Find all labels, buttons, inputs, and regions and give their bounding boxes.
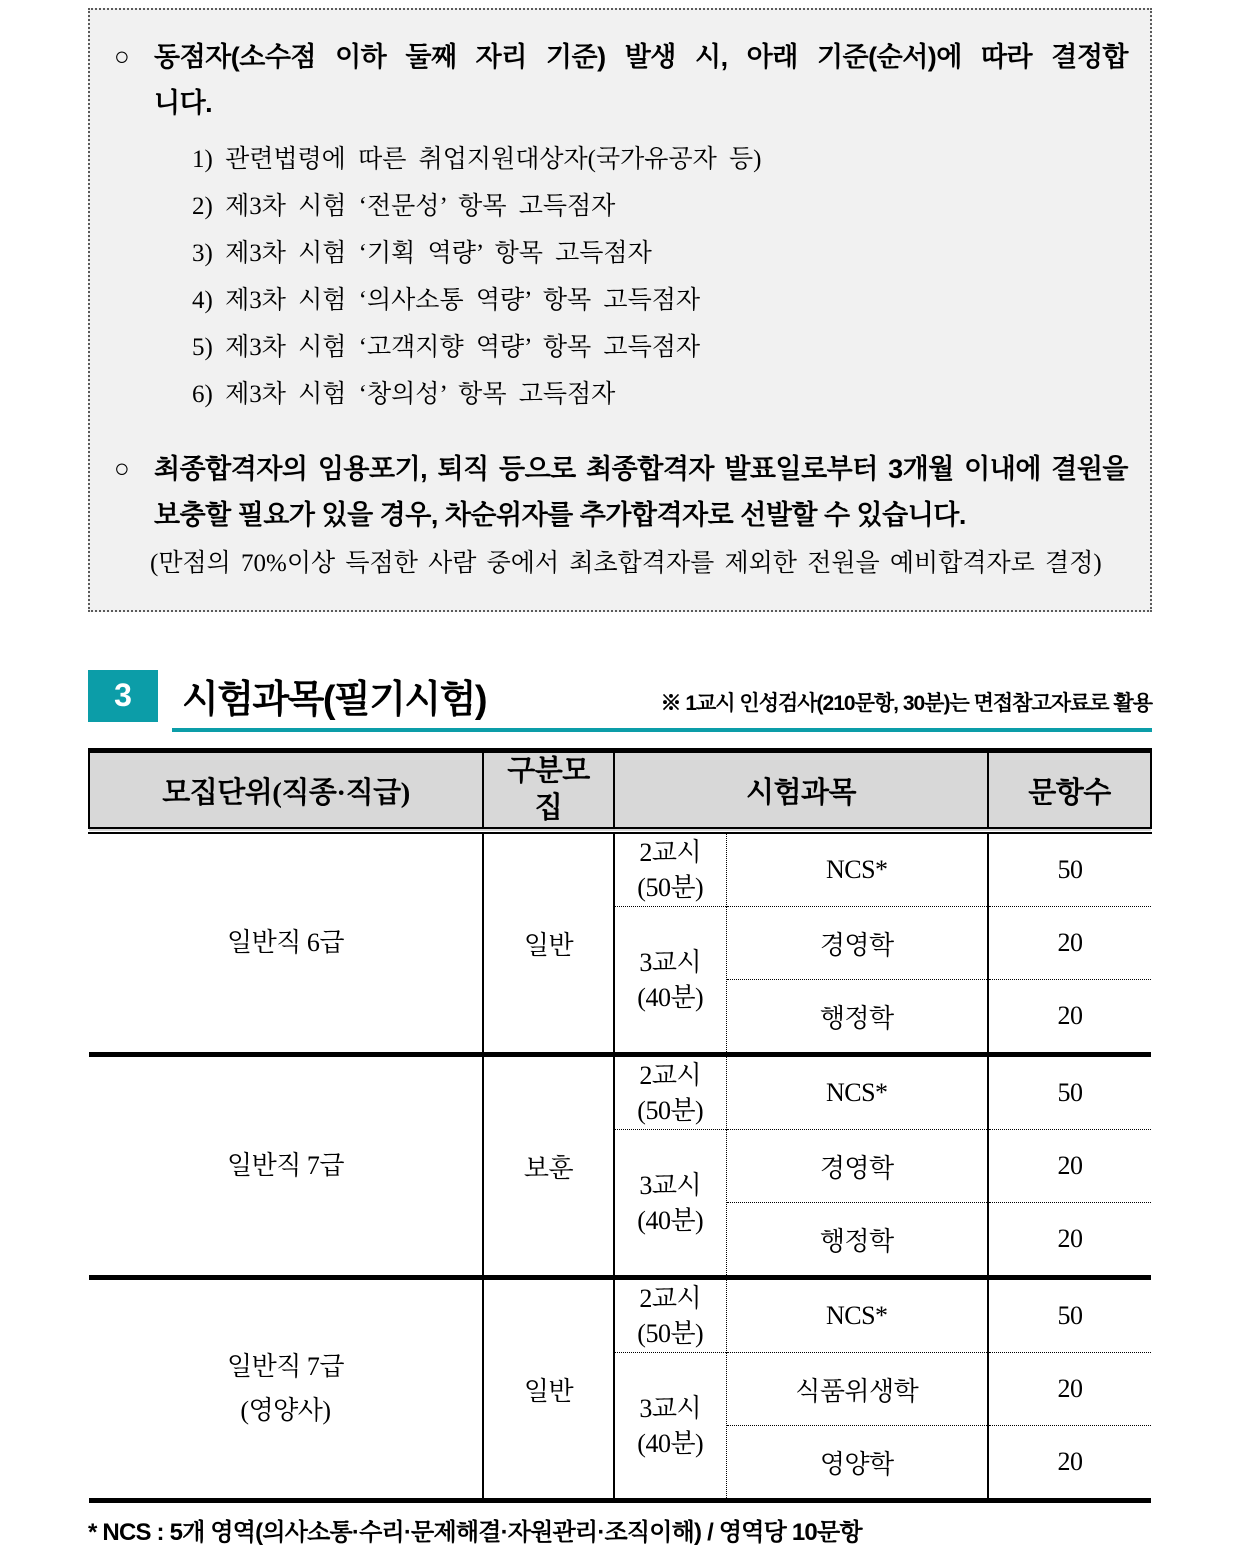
tiebreaker-bullet: [114, 34, 1128, 126]
cell-count: 20: [988, 1203, 1151, 1278]
cell-session: 3교시 (40분): [614, 1353, 726, 1501]
cell-category: 일반: [483, 1278, 614, 1501]
section-title: 시험과목(필기시험): [182, 679, 486, 721]
header-question-count: 문항수: [988, 751, 1151, 831]
cell-subject: NCS*: [726, 1278, 988, 1353]
section-side-note: ※ 1교시 인성검사(210문항, 30분)는 면접참고자료로 활용: [660, 691, 1152, 715]
additional-pass-line1: 최종합격자의 임용포기, 퇴직 등으로 최종합격자 발표일로부터 3개월 이내에 결원을: [154, 454, 1128, 484]
cell-count: 50: [1057, 1078, 1083, 1107]
list-item: 3) 제3차 시험 ‘기획 역량’ 항목 고득점자: [192, 240, 652, 267]
list-item: 6) 제3차 시험 ‘창의성’ 항목 고득점자: [192, 381, 616, 408]
header-category: 구분모집: [483, 751, 614, 831]
cell-unit: 일반직 7급 (영양사): [89, 1278, 483, 1501]
header-subject: 시험과목: [614, 751, 988, 831]
cell-count: 20: [988, 1426, 1151, 1501]
section-underline: [172, 728, 1152, 732]
cell-subject: 영양학: [726, 1426, 988, 1501]
cell-subject: NCS*: [726, 831, 988, 907]
circle-bullet-icon: ○: [114, 454, 130, 483]
cell-subject: 경영학: [726, 907, 988, 980]
tiebreaker-line2: 니다.: [154, 88, 213, 118]
table-row: [89, 831, 1151, 907]
list-item: 4) 제3차 시험 ‘의사소통 역량’ 항목 고득점자: [192, 287, 701, 314]
cell-unit: 일반직 6급: [89, 831, 483, 1055]
cell-subject: 행정학: [726, 980, 988, 1055]
reserve-pass-note: (만점의 70%이상 득점한 사람 중에서 최초합격자를 제외한 전원을 예비합격자로 결정): [150, 550, 1102, 577]
cell-subject: 행정학: [726, 1203, 988, 1278]
additional-pass-line2: 보충할 필요가 있을 경우, 차순위자를 추가합격자로 선발할 수 있습니다.: [154, 500, 966, 530]
ncs-footnote: * NCS : 5개 영역(의사소통·수리·문제해결·자원관리·조직이해) / 영역당 10문항: [88, 1519, 862, 1546]
cell-subject: NCS*: [726, 1055, 988, 1130]
tiebreaker-line1: 동점자(소수점 이하 둘째 자리 기준) 발생 시, 아래 기준(순서)에 따라 결정합: [154, 42, 1128, 72]
cell-unit: 일반직 7급: [89, 1055, 483, 1278]
cell-session: 3교시 (40분): [614, 1130, 726, 1278]
cell-count: 20: [988, 1353, 1151, 1426]
notice-box: [88, 8, 1152, 612]
additional-pass-bullet: [114, 446, 1128, 538]
cell-count: 20: [988, 980, 1151, 1055]
tiebreaker-criteria-list: [192, 136, 1128, 418]
cell-category: 보훈: [483, 1055, 614, 1278]
list-item: 2) 제3차 시험 ‘전문성’ 항목 고득점자: [192, 193, 616, 220]
section-header: [88, 668, 1152, 732]
cell-count: 50: [1057, 855, 1083, 884]
header-recruit-unit: 모집단위(직종·직급): [89, 751, 483, 831]
cell-session: 2교시 (50분): [614, 1055, 726, 1130]
table-header-row: [89, 751, 1151, 831]
cell-category: 일반: [483, 831, 614, 1055]
exam-subjects-table: [88, 748, 1152, 1503]
cell-session: 3교시 (40분): [614, 907, 726, 1055]
list-item: 5) 제3차 시험 ‘고객지향 역량’ 항목 고득점자: [192, 334, 701, 361]
section-number-badge: 3: [88, 670, 158, 722]
table-row: [89, 1278, 1151, 1353]
cell-count: 20: [988, 907, 1151, 980]
cell-count: 50: [1057, 1301, 1083, 1330]
list-item: 1) 관련법령에 따른 취업지원대상자(국가유공자 등): [192, 146, 762, 173]
cell-session: 2교시 (50분): [614, 831, 726, 907]
cell-count: 20: [988, 1130, 1151, 1203]
cell-subject: 식품위생학: [726, 1353, 988, 1426]
cell-session: 2교시 (50분): [614, 1278, 726, 1353]
cell-subject: 경영학: [726, 1130, 988, 1203]
table-row: [89, 1055, 1151, 1130]
circle-bullet-icon: ○: [114, 42, 130, 71]
